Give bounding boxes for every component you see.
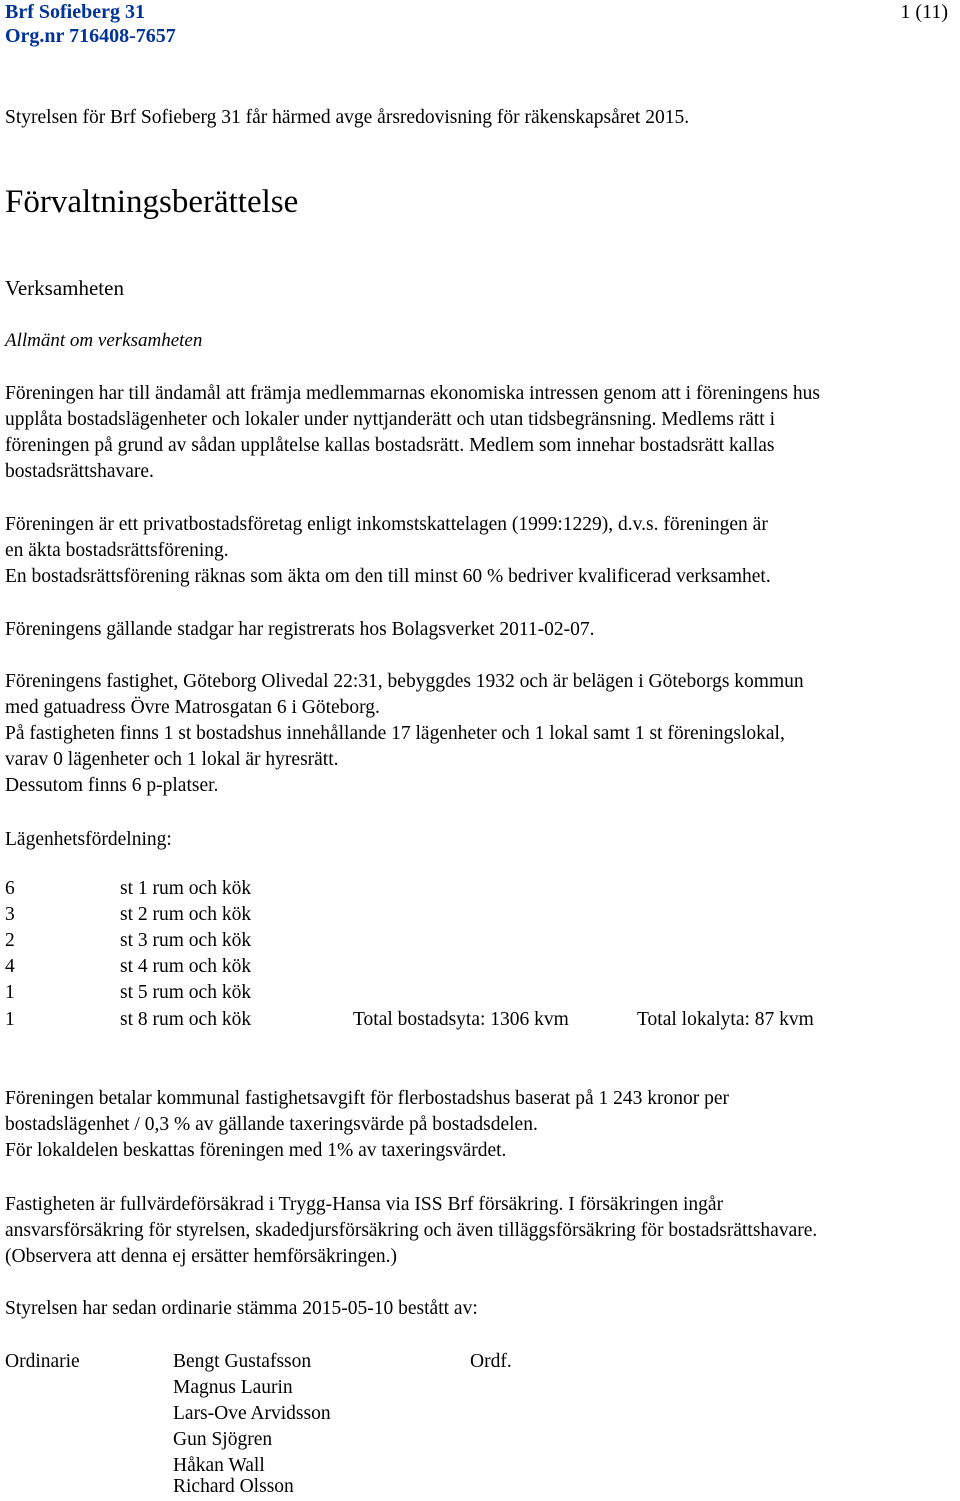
apartment-type: st 3 rum och kök [120,930,252,951]
list-item [5,930,905,956]
board-role-label: Ordinarie [5,1351,80,1372]
text-line: upplåta bostadslägenheter och lokaler under nyttjanderätt och utan tidsbegränsning. Medlems rätt i [5,409,776,430]
board-member-name: Richard Olsson [173,1476,294,1497]
text-line: bostadslägenhet / 0,3 % av gällande taxeringsvärde på bostadsdelen. [5,1114,538,1135]
apartment-type: st 2 rum och kök [120,904,252,925]
text-line: För lokaldelen beskattas föreningen med 1% av taxeringsvärdet. [5,1140,507,1161]
apartment-type: st 8 rum och kök [120,1009,252,1030]
apartment-count: 2 [5,930,15,951]
apartment-type: st 5 rum och kök [120,982,252,1003]
apartment-count: 3 [5,904,15,925]
text-line: Föreningen är ett privatbostadsföretag enligt inkomstskattelagen (1999:1229), d.v.s. föreningen är [5,514,768,535]
apartment-count: 4 [5,956,15,977]
text-line: På fastigheten finns 1 st bostadshus innehållande 17 lägenheter och 1 lokal samt 1 st föreningslokal, [5,723,785,744]
text-line: föreningen på grund av sådan upplåtelse kallas bostadsrätt. Medlem som innehar bostadsrätt kallas [5,435,775,456]
list-item [5,1009,905,1035]
text-line: ansvarsförsäkring för styrelsen, skadedjursförsäkring och även tilläggsförsäkring för bostadsrättshavare. [5,1220,818,1241]
list-item [5,956,905,982]
board-member-name: Håkan Wall [173,1455,265,1476]
text-line: Föreningens fastighet, Göteborg Olivedal 22:31, bebyggdes 1932 och är belägen i Göteborgs kommun [5,671,804,692]
text-line: Dessutom finns 6 p-platser. [5,775,219,796]
text-line: med gatuadress Övre Matrosgatan 6 i Göteborg. [5,697,380,718]
page-title: Förvaltningsberättelse [5,184,299,220]
list-item [5,904,905,930]
total-premises-area: Total lokalyta: 87 kvm [637,1009,814,1030]
org-name: Brf Sofieberg 31 [5,1,145,23]
intro-text: Styrelsen för Brf Sofieberg 31 får härmed avge årsredovisning för räkenskapsåret 2015. [5,107,690,128]
subsection-heading: Allmänt om verksamheten [5,330,203,351]
apartment-type: st 1 rum och kök [120,878,252,899]
paragraph-statutes: Föreningens gällande stadgar har registrerats hos Bolagsverket 2011-02-07. [5,619,595,640]
text-line: en äkta bostadsrättsförening. [5,540,229,561]
text-line: Fastigheten är fullvärdeförsäkrad i Trygg-Hansa via ISS Brf försäkring. I försäkringen ingår [5,1194,724,1215]
board-member-name: Bengt Gustafsson [173,1351,312,1372]
text-line: varav 0 lägenheter och 1 lokal är hyresrätt. [5,749,339,770]
text-line: (Observera att denna ej ersätter hemförsäkringen.) [5,1246,397,1267]
board-member-name: Gun Sjögren [173,1429,273,1450]
total-housing-area: Total bostadsyta: 1306 kvm [353,1009,569,1030]
text-line: Föreningen har till ändamål att främja medlemmarnas ekonomiska intressen genom att i föreningens hus [5,383,820,404]
board-intro: Styrelsen har sedan ordinarie stämma 2015-05-10 bestått av: [5,1298,478,1319]
apartment-count: 6 [5,878,15,899]
page-number: 1 (11) [900,1,948,23]
section-heading: Verksamheten [5,276,124,300]
distribution-label: Lägenhetsfördelning: [5,829,172,850]
org-number: Org.nr 716408-7657 [5,25,176,47]
board-member-name: Lars-Ove Arvidsson [173,1403,331,1424]
text-line: En bostadsrättsförening räknas som äkta om den till minst 60 % bedriver kvalificerad verksamhet. [5,566,771,587]
text-line: Föreningen betalar kommunal fastighetsavgift för flerbostadshus baserat på 1 243 kronor per [5,1088,730,1109]
apartment-count: 1 [5,1009,15,1030]
board-member-role: Ordf. [470,1351,512,1372]
text-line: bostadsrättshavare. [5,461,154,482]
list-item [5,982,905,1008]
list-item [5,878,905,904]
board-member-name: Magnus Laurin [173,1377,293,1398]
apartment-type: st 4 rum och kök [120,956,252,977]
apartment-count: 1 [5,982,15,1003]
